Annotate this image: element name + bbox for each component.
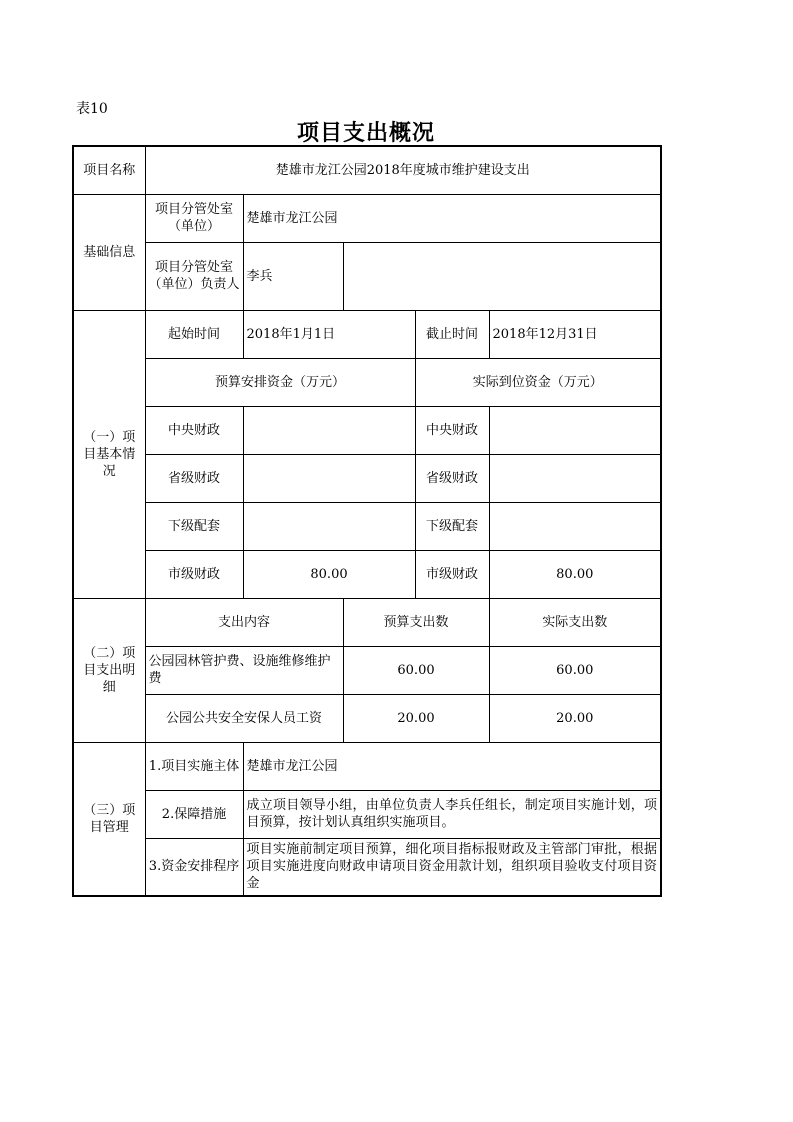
head-extra [343,242,661,310]
head-value: 李兵 [243,242,343,310]
mgmt-label: 2.保障措施 [145,790,243,838]
end-label: 截止时间 [415,310,489,358]
row-dates [73,310,661,358]
project-expenditure-table [72,145,662,897]
row-dept-head [73,242,661,310]
expense-actual: 20.00 [489,694,661,742]
budget-source-value: 80.00 [243,550,415,598]
mgmt-row [73,838,661,896]
expense-row [73,646,661,694]
budget-source-label: 省级财政 [145,454,243,502]
row-expense-headers [73,598,661,646]
project-name-value: 楚雄市龙江公园2018年度城市维护建设支出 [145,146,661,194]
actual-source-label: 市级财政 [415,550,489,598]
table-number: 表10 [76,101,108,117]
mgmt-value: 项目实施前制定项目预算，细化项目指标报财政及主管部门审批，根据项目实施进度向财政申请项目资金用款计划，组织项目验收支付项目资金 [243,838,661,896]
actual-source-label: 中央财政 [415,406,489,454]
row-fund-headers [73,358,661,406]
expense-content: 公园园林管护费、设施维修维护费 [145,646,343,694]
section1-label: （一）项目基本情况 [73,310,145,598]
actual-source-label: 下级配套 [415,502,489,550]
expense-actual: 60.00 [489,646,661,694]
mgmt-value: 楚雄市龙江公园 [243,742,661,790]
basic-info-label: 基础信息 [73,194,145,310]
col-actual-header: 实际支出数 [489,598,661,646]
col-content-header: 支出内容 [145,598,343,646]
fund-row [73,550,661,598]
project-name-label: 项目名称 [73,146,145,194]
actual-source-value [489,502,661,550]
mgmt-row [73,742,661,790]
actual-header: 实际到位资金（万元） [415,358,661,406]
start-value: 2018年1月1日 [243,310,415,358]
fund-row [73,406,661,454]
dept-label: 项目分管处室（单位） [145,194,243,242]
fund-row [73,454,661,502]
mgmt-row [73,790,661,838]
budget-source-value [243,406,415,454]
budget-source-label: 市级财政 [145,550,243,598]
actual-source-label: 省级财政 [415,454,489,502]
expense-budget: 60.00 [343,646,489,694]
actual-source-value [489,454,661,502]
budget-source-value [243,454,415,502]
expense-row [73,694,661,742]
start-label: 起始时间 [145,310,243,358]
section3-label: （三）项目管理 [73,742,145,896]
row-dept [73,194,661,242]
fund-row [73,502,661,550]
expense-content: 公园公共安全安保人员工资 [145,694,343,742]
mgmt-label: 1.项目实施主体 [145,742,243,790]
mgmt-label: 3.资金安排程序 [145,838,243,896]
budget-source-value [243,502,415,550]
col-budget-header: 预算支出数 [343,598,489,646]
expense-budget: 20.00 [343,694,489,742]
head-label: 项目分管处室（单位）负责人 [145,242,243,310]
section2-label: （二）项目支出明细 [73,598,145,742]
actual-source-value [489,406,661,454]
budget-source-label: 中央财政 [145,406,243,454]
budget-header: 预算安排资金（万元） [145,358,415,406]
budget-source-label: 下级配套 [145,502,243,550]
end-value: 2018年12月31日 [489,310,661,358]
row-project-name [73,146,661,194]
actual-source-value: 80.00 [489,550,661,598]
document-title: 项目支出概况 [296,120,435,146]
dept-value: 楚雄市龙江公园 [243,194,661,242]
mgmt-value: 成立项目领导小组，由单位负责人李兵任组长，制定项目实施计划，项目预算，按计划认真组织实施项目。 [243,790,661,838]
